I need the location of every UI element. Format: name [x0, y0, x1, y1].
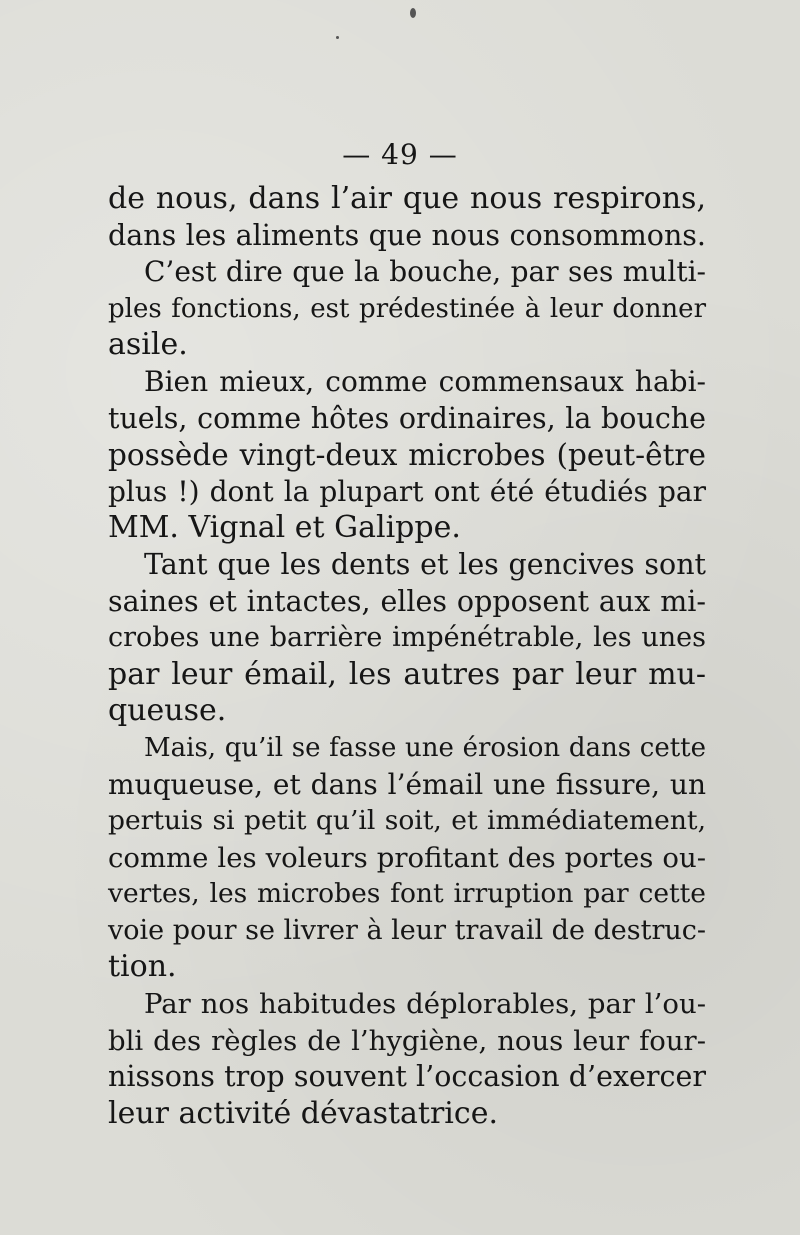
- text-line: MM. Vignal et Galippe.: [108, 510, 461, 546]
- body-text: [108, 181, 706, 1132]
- text-line: saines et intactes, elles opposent aux mi-: [108, 584, 706, 618]
- ink-speck: [336, 36, 339, 39]
- text-line: Par nos habitudes déplorables, par l’ou-: [144, 988, 706, 1021]
- ink-speck: [410, 8, 416, 18]
- text-line: comme les voleurs profitant des portes ou-: [108, 841, 706, 874]
- text-line: asile.: [108, 327, 188, 363]
- text-line: vertes, les microbes font irruption par cette: [108, 878, 706, 910]
- text-line: possède vingt-deux microbes (peut-être: [108, 438, 706, 473]
- text-line: Mais, qu’il se fasse une érosion dans cette: [144, 732, 706, 763]
- text-line: nissons trop souvent l’occasion d’exercer: [108, 1060, 706, 1094]
- text-line: dans les aliments que nous consommons.: [108, 218, 706, 252]
- text-line: muqueuse, et dans l’émail une fissure, un: [108, 767, 706, 801]
- text-line: C’est dire que la bouche, par ses multi-: [144, 255, 706, 289]
- text-line: Bien mieux, comme commensaux habi-: [144, 364, 706, 398]
- text-line: tion.: [108, 949, 177, 985]
- text-line: pertuis si petit qu’il soit, et immédiatement,: [108, 805, 706, 837]
- text-line: plus !) dont la plupart ont été étudiés par: [108, 474, 706, 508]
- text-line: leur activité dévastatrice.: [108, 1095, 498, 1131]
- text-line: ples fonctions, est prédestinée à leur donner: [108, 293, 706, 324]
- text-line: queuse.: [108, 693, 227, 729]
- text-line: tuels, comme hôtes ordinaires, la bouche: [108, 401, 706, 435]
- page-number: — 49 —: [342, 138, 458, 171]
- text-line: voie pour se livrer à leur travail de destruc-: [108, 914, 707, 946]
- text-line: de nous, dans l’air que nous respirons,: [108, 181, 706, 216]
- text-line: crobes une barrière impénétrable, les unes: [108, 622, 706, 654]
- text-line: Tant que les dents et les gencives sont: [144, 547, 706, 581]
- text-line: bli des règles de l’hygiène, nous leur four-: [108, 1024, 706, 1057]
- text-line: par leur émail, les autres par leur mu-: [108, 656, 706, 692]
